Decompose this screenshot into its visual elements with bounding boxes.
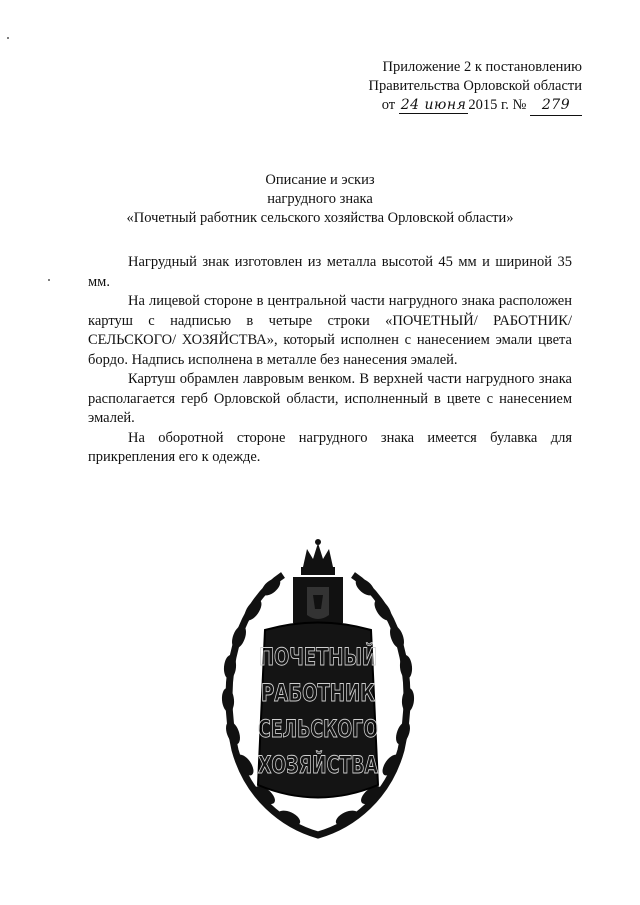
badge-line-1: ПОЧЕТНЫЙ — [259, 643, 401, 671]
appendix-year: 2015 г. № — [468, 97, 527, 113]
description-body — [88, 253, 572, 468]
appendix-date-line — [322, 96, 582, 116]
badge-sketch — [213, 535, 423, 850]
paragraph-size: Нагрудный знак изготовлен из металла высотой 45 мм и шириной 35 мм. — [88, 254, 572, 290]
title-line-2: нагрудного знака — [267, 191, 373, 207]
badge-line-3: СЕЛЬСКОГО — [258, 715, 378, 743]
badge-line-4: ХОЗЯЙСТВА — [258, 751, 407, 779]
badge-line-2: РАБОТНИК — [261, 679, 376, 707]
scan-speck — [48, 279, 50, 281]
appendix-line-2: Правительства Орловской области — [368, 78, 582, 94]
appendix-line-1: Приложение 2 к постановлению — [382, 59, 582, 75]
paragraph-front-side: На лицевой стороне в центральной части нагрудного знака расположен картуш с надписью в четыре строки «ПОЧЕТНЫЙ/ РАБОТНИК/ СЕЛЬСКОГО/ ХОЗЯЙСТВА», который исполнен с нанесением эмали цвета бордо. Надпись исполнена в металле без нанесения эмалей. — [88, 293, 572, 368]
appendix-prefix: от — [381, 97, 396, 113]
handwritten-date: 24 июня — [400, 97, 467, 113]
title-line-1: Описание и эскиз — [265, 172, 375, 188]
coat-of-arms-icon — [293, 539, 343, 631]
appendix-header — [322, 58, 582, 116]
paragraph-wreath: Картуш обрамлен лавровым венком. В верхней части нагрудного знака располагается герб Орловской области, исполненный в цвете с нанесением эмалей. — [88, 371, 572, 426]
handwritten-number: 279 — [530, 96, 582, 116]
title-line-3: «Почетный работник сельского хозяйства Орловской области» — [126, 210, 514, 226]
cartouche — [258, 623, 407, 798]
document-title — [0, 171, 640, 228]
paragraph-back-side: На оборотной стороне нагрудного знака имеется булавка для прикрепления его к одежде. — [88, 429, 572, 465]
scan-speck — [7, 37, 9, 39]
